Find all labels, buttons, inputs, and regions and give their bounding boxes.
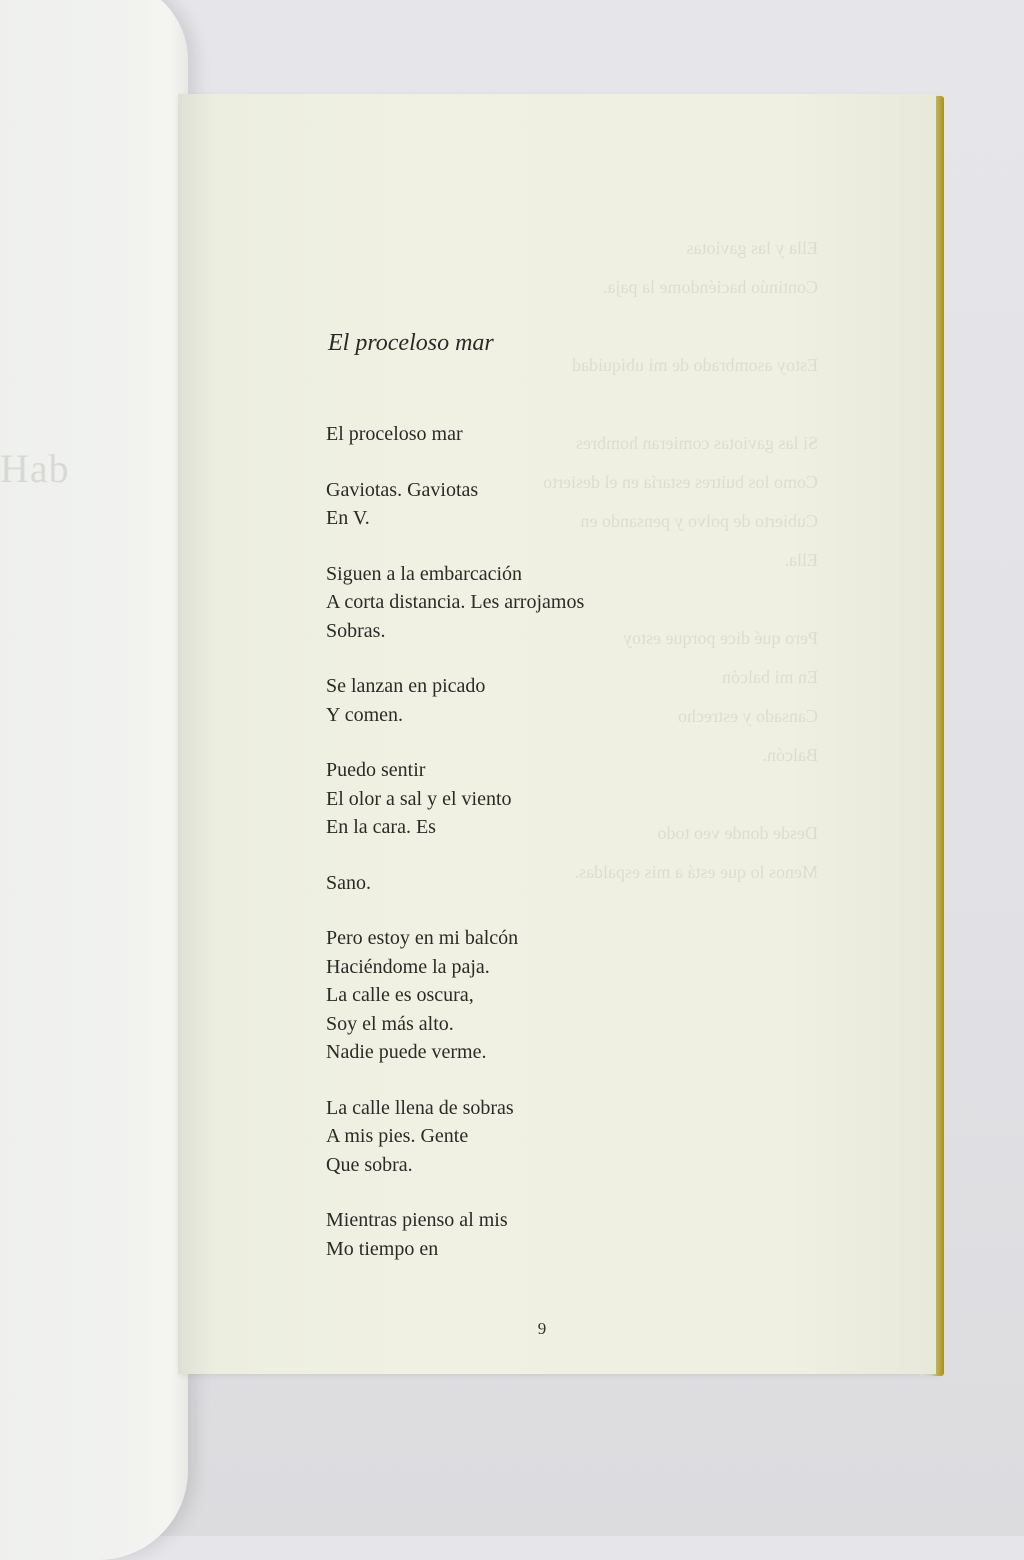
poem-line: El olor a sal y el viento — [326, 787, 512, 810]
stanza — [326, 420, 886, 449]
reverse-side-show-through: Ella y las gaviotas Continúo haciéndome la paja. Estoy asombrado de mi ubiquidad Si las gaviotas comieran hombres Como los buitres estaría en el desierto Cubierto de polvo y pensando en Ella. Pero qué dice porque estoy En mi balcón Cansado y estrecho Balcón. Desde donde veo todo Menos lo que está a mis espaldas. — [543, 238, 818, 882]
poem-line: Sano. — [326, 871, 371, 894]
poem-line: La calle es oscura, — [326, 984, 474, 1006]
stanza — [326, 869, 886, 898]
poem-line: En la cara. Es — [326, 816, 436, 838]
poem-line: Pero estoy en mi balcón — [326, 927, 519, 949]
poem-line: Que sobra. — [326, 1153, 413, 1176]
poem-line: En V. — [326, 507, 370, 529]
stanza — [326, 560, 886, 646]
poem — [326, 328, 886, 1290]
stanza — [326, 756, 886, 842]
poem-line: Soy el más alto. — [326, 1012, 454, 1035]
poem-line: Sobras. — [326, 619, 386, 642]
poem-line: Nadie puede verme. — [326, 1041, 487, 1063]
stanza — [326, 476, 886, 533]
poem-line: Siguen a la embarcación — [326, 562, 523, 585]
poem-line: La calle llena de sobras — [326, 1096, 514, 1119]
right-page — [178, 94, 936, 1374]
stanza — [326, 924, 886, 1067]
poem-line: El proceloso mar — [326, 423, 463, 445]
left-page — [0, 0, 188, 1560]
poem-body — [326, 420, 886, 1263]
poem-line: A mis pies. Gente — [326, 1125, 469, 1147]
page-number: 9 — [537, 1319, 547, 1338]
poem-line: Mo tiempo en — [326, 1237, 439, 1260]
left-page-bleed-text: Hab — [0, 446, 70, 491]
poem-line: Y comen. — [326, 703, 404, 726]
poem-line: Gaviotas. Gaviotas — [326, 478, 479, 501]
stanza — [326, 1094, 886, 1180]
stanza — [326, 672, 886, 729]
poem-title: El proceloso mar — [328, 330, 494, 356]
poem-line: Haciéndome la paja. — [326, 955, 490, 978]
stanza — [326, 1206, 886, 1263]
poem-line: Puedo sentir — [326, 759, 426, 781]
poem-line: Se lanzan en picado — [326, 675, 486, 697]
poem-line: A corta distancia. Les arrojamos — [326, 591, 585, 613]
poem-line: Mientras pienso al mis — [326, 1209, 508, 1231]
